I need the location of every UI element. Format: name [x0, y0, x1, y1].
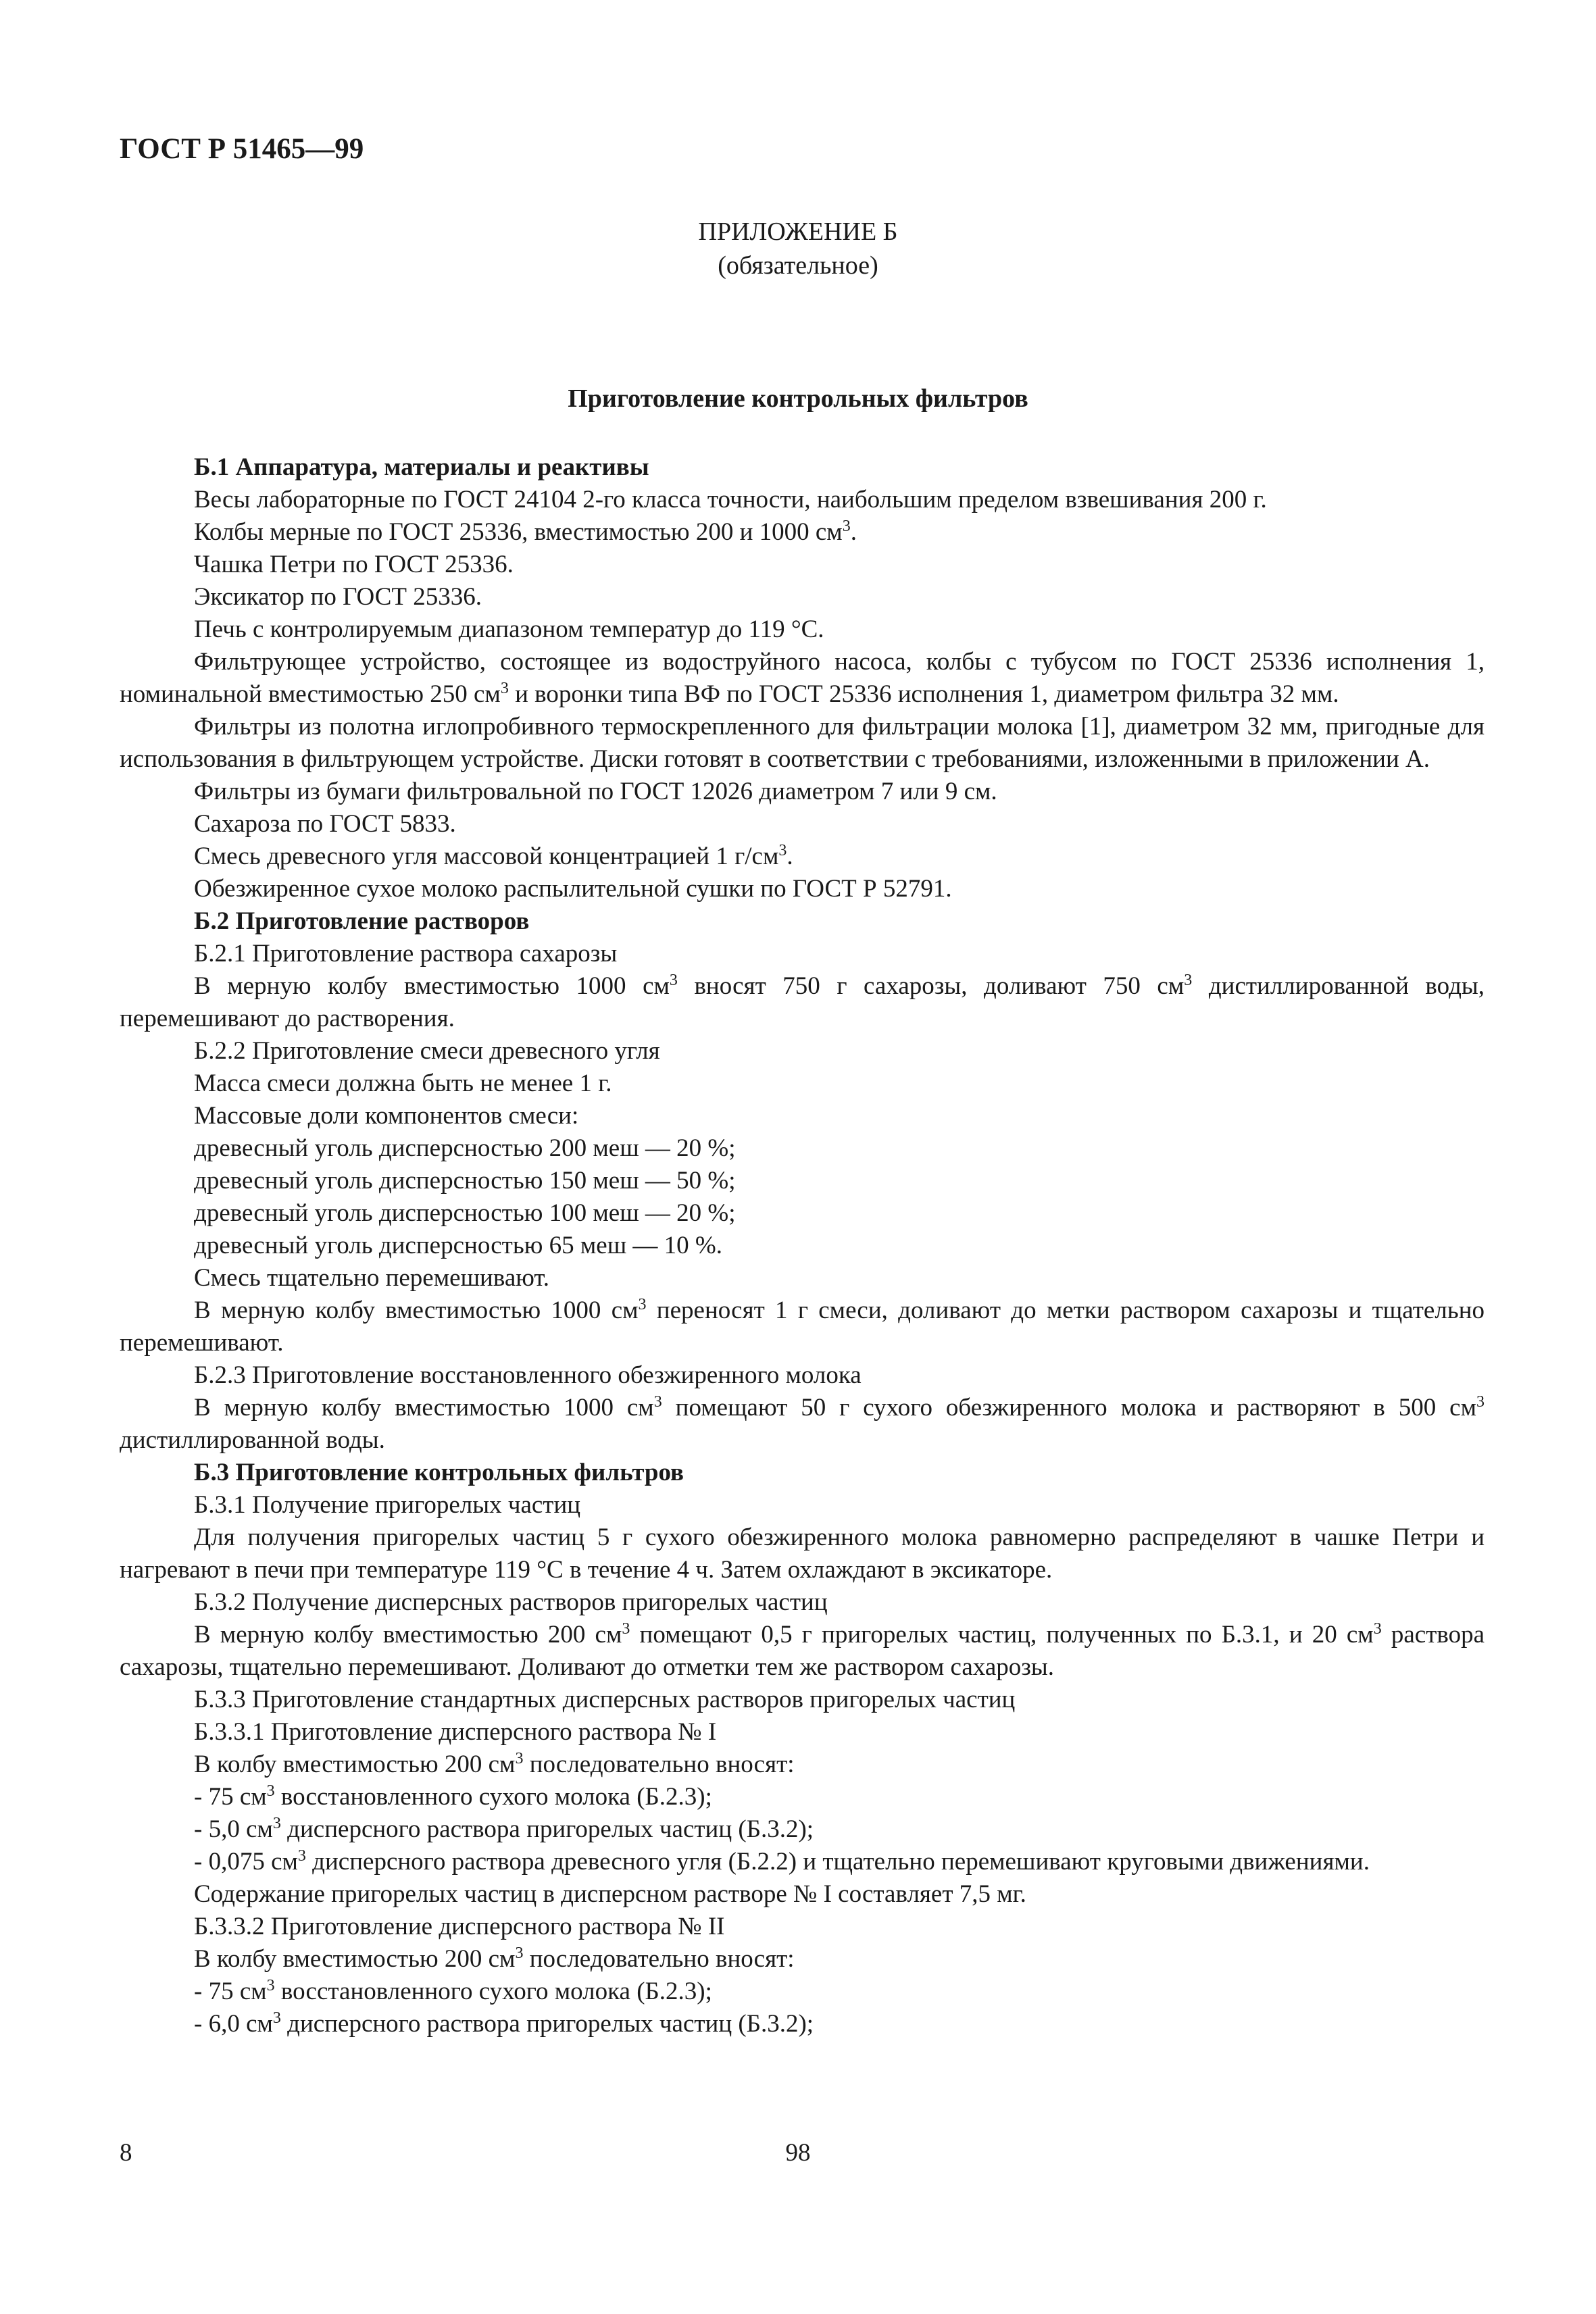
- paragraph: В мерную колбу вместимостью 1000 $см^3$ вносят 750 г сахарозы, доливают 750 $см^3$ дистиллированной воды, перемешивают до растворения.: [120, 972, 1485, 1032]
- paragraph: В колбу вместимостью 200 $см^3$ последовательно вносят:: [194, 1944, 795, 1973]
- paragraph: древесный уголь дисперсностью 200 меш — 20 %;: [194, 1134, 736, 1162]
- paragraph: - 0,075 $см^3$ дисперсного раствора древесного угля (Б.2.2) и тщательно перемешивают круговыми движениями.: [194, 1847, 1370, 1876]
- document-code: ГОСТ Р 51465—99: [120, 133, 364, 165]
- paragraph: Смесь древесного угля массовой концентрацией 1 $г/см^3$.: [194, 842, 793, 870]
- section-heading: Б.3 Приготовление контрольных фильтров: [194, 1459, 684, 1486]
- page-title: Приготовление контрольных фильтров: [568, 384, 1028, 413]
- paragraph: Б.3.1 Получение пригорелых частиц: [194, 1491, 581, 1519]
- appendix-heading: [0, 215, 1596, 282]
- paragraph: Б.3.3.1 Приготовление дисперсного раствора № I: [194, 1718, 717, 1746]
- paragraph: - 6,0 $см^3$ дисперсного раствора пригорелых частиц (Б.3.2);: [194, 2009, 814, 2038]
- paragraph: Фильтрующее устройство, состоящее из водоструйного насоса, колбы с тубусом по ГОСТ 25336 исполнения 1, номинальной вместимостью 250 $см^3$ и воронки типа ВФ по ГОСТ 25336 исполнения 1, диаметром фильтра 32 мм.: [120, 648, 1485, 708]
- paragraph: древесный уголь дисперсностью 65 меш — 10 %.: [194, 1232, 723, 1259]
- page-number-left: 8: [120, 2139, 132, 2167]
- document-body: [120, 451, 1485, 2040]
- page-number-center: 98: [785, 2139, 811, 2167]
- section-heading: Б.2 Приготовление растворов: [194, 907, 530, 935]
- paragraph: древесный уголь дисперсностью 100 меш — 20 %;: [194, 1199, 736, 1227]
- paragraph: Б.3.3.2 Приготовление дисперсного раствора № II: [194, 1913, 725, 1940]
- paragraph: Фильтры из бумаги фильтровальной по ГОСТ 12026 диаметром 7 или 9 см.: [194, 778, 997, 805]
- appendix-status: (обязательное): [718, 251, 878, 280]
- paragraph: Масса смеси должна быть не менее 1 г.: [194, 1070, 612, 1097]
- paragraph: Весы лабораторные по ГОСТ 24104 2-го класса точности, наибольшим пределом взвешивания 200 г.: [194, 486, 1267, 513]
- paragraph: Б.2.1 Приготовление раствора сахарозы: [194, 940, 618, 967]
- paragraph: Колбы мерные по ГОСТ 25336, вместимостью 200 и 1000 $см^3$.: [194, 518, 857, 546]
- paragraph: - 5,0 $см^3$ дисперсного раствора пригорелых частиц (Б.3.2);: [194, 1815, 814, 1843]
- paragraph: В колбу вместимостью 200 $см^3$ последовательно вносят:: [194, 1750, 795, 1778]
- paragraph: В мерную колбу вместимостью 200 $см^3$ помещают 0,5 г пригорелых частиц, полученных по Б.3.1, и 20 $см^3$ раствора сахарозы, тщательно перемешивают. Доливают до отметки тем же раствором сахарозы.: [120, 1620, 1485, 1681]
- paragraph: Эксикатор по ГОСТ 25336.: [194, 583, 482, 611]
- paragraph: - 75 $см^3$ восстановленного сухого молока (Б.2.3);: [194, 1782, 712, 1811]
- paragraph: Массовые доли компонентов смеси:: [194, 1102, 579, 1130]
- paragraph: Обезжиренное сухое молоко распылительной сушки по ГОСТ Р 52791.: [194, 875, 952, 903]
- paragraph: Чашка Петри по ГОСТ 25336.: [194, 551, 514, 578]
- section-heading: Б.1 Аппаратура, материалы и реактивы: [194, 453, 649, 481]
- paragraph: Б.3.2 Получение дисперсных растворов пригорелых частиц: [194, 1588, 828, 1616]
- paragraph: - 75 $см^3$ восстановленного сухого молока (Б.2.3);: [194, 1977, 712, 2005]
- paragraph: В мерную колбу вместимостью 1000 $см^3$ помещают 50 г сухого обезжиренного молока и растворяют в 500 $см^3$ дистиллированной воды.: [120, 1393, 1485, 1454]
- paragraph: Смесь тщательно перемешивают.: [194, 1264, 550, 1292]
- paragraph: Сахароза по ГОСТ 5833.: [194, 810, 456, 838]
- paragraph: Печь с контролируемым диапазоном температур до 119 °С.: [194, 615, 824, 643]
- paragraph: Содержание пригорелых частиц в дисперсном растворе № I составляет 7,5 мг.: [194, 1880, 1026, 1908]
- appendix-label: ПРИЛОЖЕНИЕ Б: [698, 218, 898, 246]
- paragraph: Б.3.3 Приготовление стандартных дисперсных растворов пригорелых частиц: [194, 1686, 1016, 1713]
- paragraph: В мерную колбу вместимостью 1000 $см^3$ переносят 1 г смеси, доливают до метки раствором сахарозы и тщательно перемешивают.: [120, 1296, 1485, 1357]
- paragraph: древесный уголь дисперсностью 150 меш — 50 %;: [194, 1167, 736, 1194]
- paragraph: Фильтры из полотна иглопробивного термоскрепленного для фильтрации молока [1], диаметром 32 мм, пригодные для использования в фильтрующем устройстве. Диски готовят в соответствии с требованиями, изложенными в приложении А.: [120, 713, 1485, 773]
- paragraph: Для получения пригорелых частиц 5 г сухого обезжиренного молока равномерно распределяют в чашке Петри и нагревают в печи при температуре 119 °С в течение 4 ч. Затем охлаждают в эксикаторе.: [120, 1524, 1485, 1584]
- paragraph: Б.2.2 Приготовление смеси древесного угля: [194, 1037, 660, 1065]
- paragraph: Б.2.3 Приготовление восстановленного обезжиренного молока: [194, 1361, 862, 1389]
